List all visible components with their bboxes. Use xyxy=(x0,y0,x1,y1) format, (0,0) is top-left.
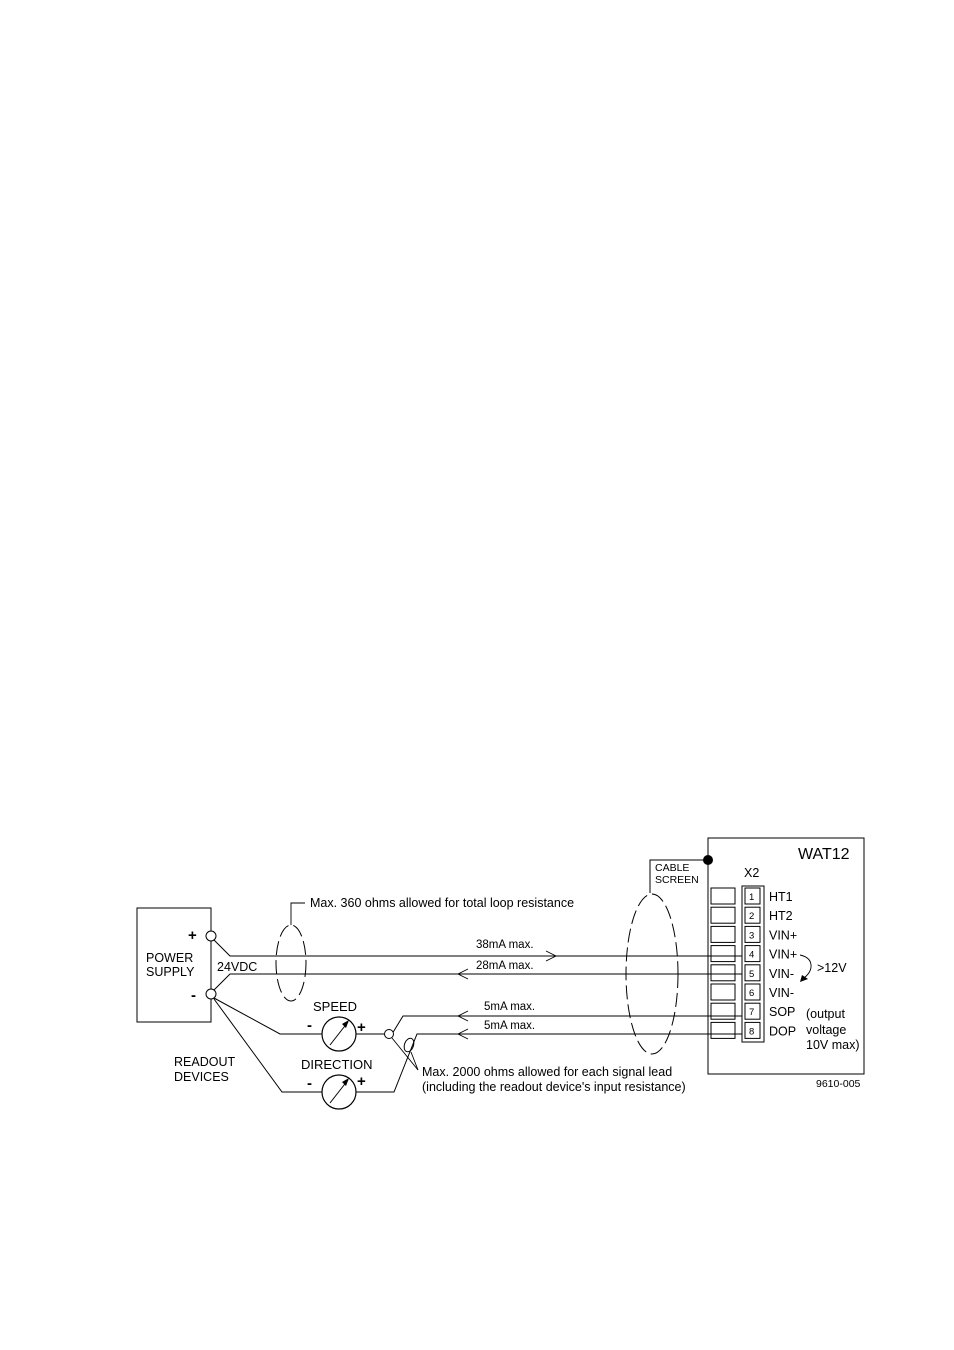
readout-devices-label-1: READOUT xyxy=(174,1055,236,1069)
terminal-screw xyxy=(711,1003,735,1019)
speed-plus: + xyxy=(357,1019,366,1036)
terminal-screw xyxy=(711,946,735,962)
terminal-number: 7 xyxy=(749,1007,755,1019)
wire-sop xyxy=(392,1016,742,1034)
terminal-label: SOP xyxy=(769,1005,796,1020)
terminal-row xyxy=(711,907,793,923)
output-note-1: (output xyxy=(806,1007,845,1021)
signal-lead-note-2: (including the readout device's input resistance) xyxy=(422,1080,686,1094)
terminal-row xyxy=(711,1022,796,1038)
plus-terminal xyxy=(206,931,216,941)
terminal-screw xyxy=(711,1022,735,1038)
figure-code: 9610-005 xyxy=(816,1078,861,1090)
output-note-3: 10V max) xyxy=(806,1038,860,1052)
minus-terminal xyxy=(206,989,216,999)
terminal-row xyxy=(711,946,797,962)
speed-lead-marker xyxy=(385,1030,394,1039)
wire-direction-minus xyxy=(214,999,322,1092)
terminal-number: 5 xyxy=(749,968,755,980)
terminal-number: 2 xyxy=(749,911,755,923)
terminal-screw xyxy=(711,888,735,904)
wire-vin-minus xyxy=(214,974,742,990)
power-supply-label-1: POWER xyxy=(146,951,194,965)
power-supply xyxy=(137,908,257,1022)
direction-lead-marker xyxy=(402,1037,415,1053)
terminal-row xyxy=(711,926,797,942)
power-supply-label-2: SUPPLY xyxy=(146,965,195,979)
terminal-label: HT1 xyxy=(769,890,793,904)
supply-wires xyxy=(214,939,742,990)
terminal-number: 1 xyxy=(749,892,755,903)
direction-minus: - xyxy=(307,1075,312,1092)
wat12-title: WAT12 xyxy=(798,846,850,863)
terminal-screw xyxy=(711,926,735,942)
terminal-row xyxy=(711,1003,795,1019)
terminal-label: VIN- xyxy=(769,966,794,981)
signal-lead-callout xyxy=(385,1030,686,1095)
readout-devices-label-2: DEVICES xyxy=(174,1070,229,1084)
cable-screen xyxy=(626,855,713,1054)
direction-label: DIRECTION xyxy=(301,1057,373,1072)
minus-sign: - xyxy=(191,987,196,1004)
terminal-number: 8 xyxy=(749,1026,755,1038)
terminal-row xyxy=(711,984,794,1000)
current-speed: 5mA max. xyxy=(484,1001,536,1013)
speed-meter xyxy=(307,999,366,1051)
current-28ma: 28mA max. xyxy=(476,960,534,972)
plus-sign: + xyxy=(188,927,197,944)
terminal-label: VIN+ xyxy=(769,928,798,943)
terminal-label: DOP xyxy=(769,1024,797,1039)
speed-minus: - xyxy=(307,1017,312,1034)
speed-label: SPEED xyxy=(313,999,358,1014)
terminal-number: 6 xyxy=(749,988,755,999)
terminal-screw xyxy=(711,907,735,923)
terminal-number: 4 xyxy=(749,949,755,961)
terminal-screw xyxy=(711,965,735,981)
terminal-row xyxy=(711,965,794,981)
direction-plus: + xyxy=(357,1073,366,1090)
terminal-label: HT2 xyxy=(769,909,793,924)
vin-voltage-note: >12V xyxy=(817,961,847,975)
terminal-number: 3 xyxy=(749,930,755,942)
wire-speed-minus xyxy=(214,998,322,1034)
terminal-row xyxy=(711,888,793,904)
signal-lead-note-1: Max. 2000 ohms allowed for each signal lead xyxy=(422,1065,673,1079)
current-38ma: 38mA max. xyxy=(476,939,534,951)
connector-label: X2 xyxy=(744,866,760,880)
supply-voltage-label: 24VDC xyxy=(217,960,258,974)
loop-resistance-ellipse xyxy=(276,925,306,1001)
current-direction: 5mA max. xyxy=(484,1020,536,1032)
terminal-label: VIN- xyxy=(769,986,794,1000)
loop-resistance-note: Max. 360 ohms allowed for total loop resistance xyxy=(310,896,575,910)
vin-voltage-arrow-icon xyxy=(800,955,811,978)
terminal-screw xyxy=(711,984,735,1000)
output-note-2: voltage xyxy=(806,1023,847,1037)
cable-screen-label-1: CABLE xyxy=(655,862,690,874)
terminal-label: VIN+ xyxy=(769,947,798,962)
direction-meter xyxy=(301,1057,373,1109)
cable-screen-label-2: SCREEN xyxy=(655,874,699,886)
